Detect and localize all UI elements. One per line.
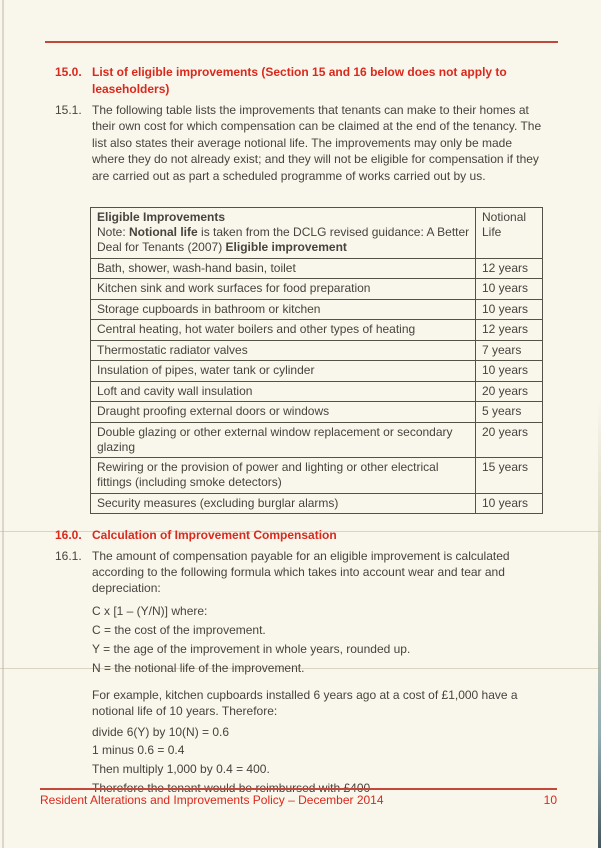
table-header-notional-life: Notional Life <box>476 208 543 259</box>
paragraph-16-1-number: 16.1. <box>55 548 82 563</box>
table-header-note <box>97 225 470 255</box>
table-row <box>91 361 543 382</box>
table-row <box>91 340 543 361</box>
eligible-improvements-table <box>90 207 543 514</box>
life-cell: 15 years <box>476 458 543 494</box>
formula-def-c: C = the cost of the improvement. <box>92 622 266 637</box>
note-prefix: Note: <box>97 225 130 240</box>
page-number: 10 <box>543 793 557 807</box>
table-row <box>91 458 543 494</box>
life-cell: 12 years <box>476 320 543 341</box>
improvement-cell: Bath, shower, wash-hand basin, toilet <box>91 258 476 279</box>
table-row <box>91 422 543 458</box>
improvement-cell: Rewiring or the provision of power and lighting or other electrical fittings (including smoke detectors) <box>91 458 476 494</box>
footer-document-title: Resident Alterations and Improvements Policy – December 2014 <box>40 793 384 807</box>
section-15-number: 15.0. <box>55 65 82 79</box>
section-16-heading <box>55 527 601 544</box>
life-cell: 20 years <box>476 381 543 402</box>
calc-step-2: 1 minus 0.6 = 0.4 <box>92 743 185 758</box>
table-header-eligible-improvements <box>91 208 476 259</box>
paragraph-16-1 <box>55 548 601 597</box>
life-cell: 5 years <box>476 402 543 423</box>
improvement-cell: Insulation of pipes, water tank or cylinder <box>91 361 476 382</box>
paragraph-15-1-number: 15.1. <box>55 103 82 117</box>
table-row <box>91 493 543 514</box>
life-cell: 12 years <box>476 258 543 279</box>
table-row <box>91 320 543 341</box>
life-cell: 20 years <box>476 422 543 458</box>
improvement-cell: Storage cupboards in bathroom or kitchen <box>91 299 476 320</box>
note-bold-notional-life: Notional life <box>129 225 198 240</box>
table-row <box>91 402 543 423</box>
improvement-cell: Central heating, hot water boilers and other types of heating <box>91 320 476 341</box>
improvement-cell: Double glazing or other external window replacement or secondary glazing <box>91 422 476 458</box>
improvement-cell: Draught proofing external doors or windows <box>91 402 476 423</box>
table-row <box>91 279 543 300</box>
table-header-row <box>91 208 543 259</box>
table-row <box>91 258 543 279</box>
life-cell: 10 years <box>476 361 543 382</box>
page-footer <box>40 788 557 808</box>
paragraph-16-1-text: The amount of compensation payable for an eligible improvement is calculated according to the following formula which takes into account wear and tear and depreciation: <box>92 548 510 596</box>
section-16-heading-text: Calculation of Improvement Compensation <box>92 528 337 543</box>
life-cell: 7 years <box>476 340 543 361</box>
formula-expression: C x [1 – (Y/N)] where: <box>92 603 208 618</box>
example-calculation-steps <box>92 724 601 796</box>
example-paragraph: For example, kitchen cupboards installed 6 years ago at a cost of £1,000 have a notional life of 10 years. Therefore: <box>92 687 518 719</box>
note-middle: is taken from the DCLG revised guidance: A Better Deal for Tenants (2007) <box>97 225 470 255</box>
calc-step-1: divide 6(Y) by 10(N) = 0.6 <box>92 724 230 739</box>
life-cell: 10 years <box>476 493 543 514</box>
improvement-cell: Loft and cavity wall insulation <box>91 381 476 402</box>
life-cell: 10 years <box>476 279 543 300</box>
footer-rule <box>40 788 557 790</box>
compensation-formula <box>92 603 601 676</box>
table-header-title: Eligible Improvements <box>97 210 226 225</box>
paragraph-15-1-text: The following table lists the improvements that tenants can make to their homes at their own cost for which compensation can be claimed at the end of the tenancy. The list also states their average notional life. The improvements may only be made where they do not already exist; and they will not be eligible for compensation if they are carried out as part a scheduled programme of works carried out by us. <box>92 103 542 183</box>
improvement-cell: Kitchen sink and work surfaces for food preparation <box>91 279 476 300</box>
table-row <box>91 381 543 402</box>
section-16-number: 16.0. <box>55 528 82 543</box>
note-bold-eligible-improvement: Eligible improvement <box>225 240 347 255</box>
improvement-cell: Security measures (excluding burglar alarms) <box>91 493 476 514</box>
improvement-cell: Thermostatic radiator valves <box>91 340 476 361</box>
section-15-heading-text: List of eligible improvements (Section 15 and 16 below does not apply to leaseholders) <box>92 65 507 96</box>
table-row <box>91 299 543 320</box>
section-15-heading <box>55 64 601 97</box>
calc-step-3: Then multiply 1,000 by 0.4 = 400. <box>92 761 270 776</box>
life-cell: 10 years <box>476 299 543 320</box>
formula-def-y: Y = the age of the improvement in whole years, rounded up. <box>92 641 411 656</box>
paragraph-15-1 <box>55 102 601 184</box>
formula-def-n: N = the notional life of the improvement. <box>92 660 305 675</box>
